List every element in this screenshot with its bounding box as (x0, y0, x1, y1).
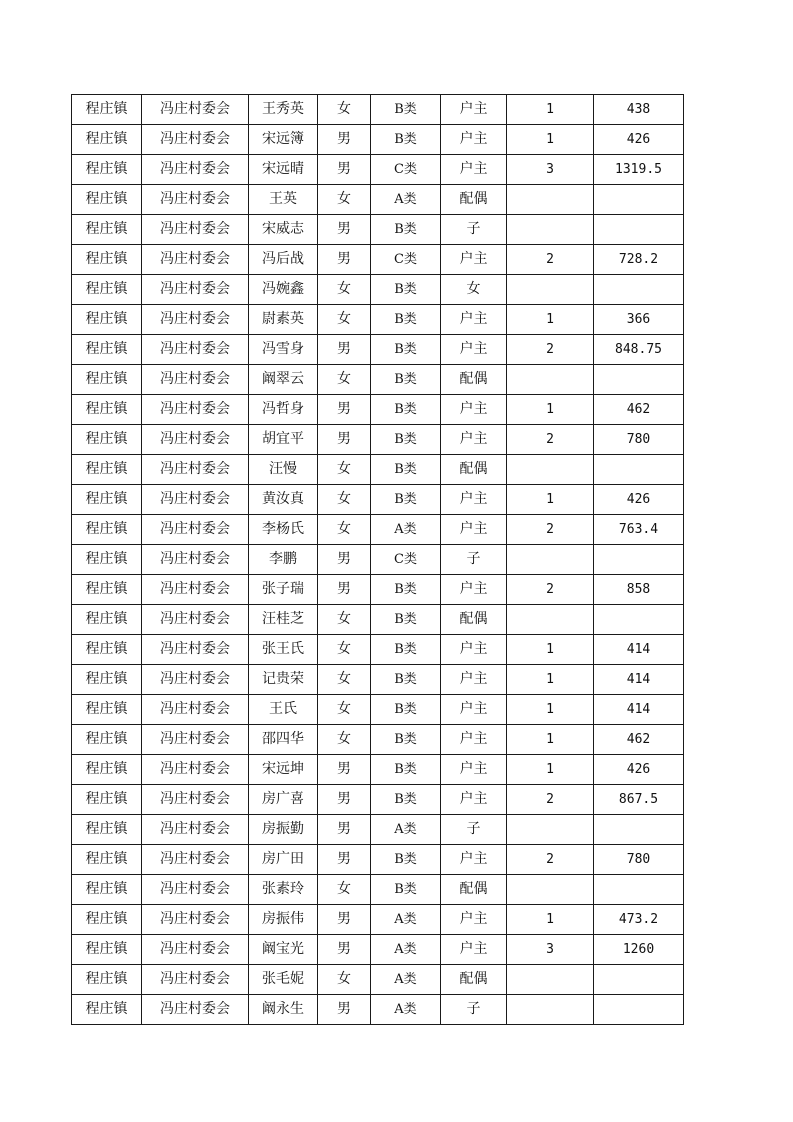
town-cell: 程庄镇 (72, 395, 142, 425)
village-cell: 冯庄村委会 (142, 155, 249, 185)
table-row (72, 845, 684, 875)
household-count-cell: 2 (507, 245, 594, 275)
category-cell: B类 (371, 575, 441, 605)
gender-cell: 女 (318, 875, 371, 905)
gender-cell: 男 (318, 575, 371, 605)
town-cell: 程庄镇 (72, 755, 142, 785)
gender-cell: 男 (318, 155, 371, 185)
gender-cell: 女 (318, 695, 371, 725)
relation-cell: 户主 (441, 245, 507, 275)
relation-cell: 户主 (441, 485, 507, 515)
category-cell: A类 (371, 515, 441, 545)
name-cell: 李鹏 (249, 545, 318, 575)
gender-cell: 男 (318, 545, 371, 575)
gender-cell: 女 (318, 665, 371, 695)
amount-cell: 763.4 (594, 515, 684, 545)
name-cell: 宋远坤 (249, 755, 318, 785)
amount-cell (594, 455, 684, 485)
table-row (72, 995, 684, 1025)
gender-cell: 男 (318, 755, 371, 785)
name-cell: 冯后战 (249, 245, 318, 275)
amount-cell: 1319.5 (594, 155, 684, 185)
village-cell: 冯庄村委会 (142, 515, 249, 545)
name-cell: 汪慢 (249, 455, 318, 485)
name-cell: 李杨氏 (249, 515, 318, 545)
category-cell: B类 (371, 455, 441, 485)
name-cell: 汪桂芝 (249, 605, 318, 635)
village-cell: 冯庄村委会 (142, 995, 249, 1025)
relation-cell: 户主 (441, 155, 507, 185)
category-cell: B类 (371, 635, 441, 665)
table-row (72, 785, 684, 815)
village-cell: 冯庄村委会 (142, 185, 249, 215)
town-cell: 程庄镇 (72, 815, 142, 845)
table-row (72, 635, 684, 665)
table-row (72, 395, 684, 425)
category-cell: B类 (371, 275, 441, 305)
gender-cell: 男 (318, 845, 371, 875)
relation-cell: 户主 (441, 755, 507, 785)
relation-cell: 户主 (441, 95, 507, 125)
town-cell: 程庄镇 (72, 605, 142, 635)
amount-cell (594, 185, 684, 215)
table-row (72, 965, 684, 995)
name-cell: 黄汝真 (249, 485, 318, 515)
amount-cell (594, 605, 684, 635)
household-count-cell: 2 (507, 845, 594, 875)
relation-cell: 户主 (441, 305, 507, 335)
household-count-cell: 1 (507, 905, 594, 935)
town-cell: 程庄镇 (72, 665, 142, 695)
gender-cell: 女 (318, 455, 371, 485)
relation-cell: 户主 (441, 125, 507, 155)
name-cell: 张毛妮 (249, 965, 318, 995)
name-cell: 阚翠云 (249, 365, 318, 395)
category-cell: B类 (371, 335, 441, 365)
relation-cell: 女 (441, 275, 507, 305)
category-cell: B类 (371, 485, 441, 515)
village-cell: 冯庄村委会 (142, 365, 249, 395)
category-cell: A类 (371, 935, 441, 965)
relation-cell: 户主 (441, 935, 507, 965)
relation-cell: 配偶 (441, 185, 507, 215)
amount-cell: 438 (594, 95, 684, 125)
town-cell: 程庄镇 (72, 245, 142, 275)
household-count-cell: 1 (507, 755, 594, 785)
amount-cell: 473.2 (594, 905, 684, 935)
town-cell: 程庄镇 (72, 785, 142, 815)
household-count-cell: 2 (507, 515, 594, 545)
village-cell: 冯庄村委会 (142, 935, 249, 965)
table-row (72, 485, 684, 515)
village-cell: 冯庄村委会 (142, 215, 249, 245)
household-count-cell (507, 365, 594, 395)
table-row (72, 815, 684, 845)
category-cell: B类 (371, 725, 441, 755)
relation-cell: 户主 (441, 845, 507, 875)
table-row (72, 125, 684, 155)
table-row (72, 425, 684, 455)
category-cell: B类 (371, 755, 441, 785)
category-cell: B类 (371, 875, 441, 905)
town-cell: 程庄镇 (72, 485, 142, 515)
name-cell: 冯雪身 (249, 335, 318, 365)
amount-cell (594, 965, 684, 995)
gender-cell: 女 (318, 485, 371, 515)
village-cell: 冯庄村委会 (142, 545, 249, 575)
amount-cell (594, 275, 684, 305)
town-cell: 程庄镇 (72, 455, 142, 485)
relation-cell: 子 (441, 995, 507, 1025)
relation-cell: 户主 (441, 335, 507, 365)
category-cell: B类 (371, 305, 441, 335)
town-cell: 程庄镇 (72, 545, 142, 575)
household-count-cell (507, 545, 594, 575)
gender-cell: 女 (318, 605, 371, 635)
village-cell: 冯庄村委会 (142, 755, 249, 785)
household-count-cell (507, 965, 594, 995)
household-count-cell (507, 185, 594, 215)
table-row (72, 95, 684, 125)
gender-cell: 女 (318, 365, 371, 395)
name-cell: 冯婉鑫 (249, 275, 318, 305)
town-cell: 程庄镇 (72, 935, 142, 965)
category-cell: B类 (371, 395, 441, 425)
amount-cell: 728.2 (594, 245, 684, 275)
category-cell: B类 (371, 95, 441, 125)
gender-cell: 男 (318, 935, 371, 965)
category-cell: C类 (371, 545, 441, 575)
name-cell: 王秀英 (249, 95, 318, 125)
household-count-cell (507, 605, 594, 635)
amount-cell: 780 (594, 425, 684, 455)
village-cell: 冯庄村委会 (142, 395, 249, 425)
town-cell: 程庄镇 (72, 155, 142, 185)
village-cell: 冯庄村委会 (142, 245, 249, 275)
relation-cell: 子 (441, 215, 507, 245)
amount-cell: 848.75 (594, 335, 684, 365)
village-cell: 冯庄村委会 (142, 875, 249, 905)
name-cell: 张子瑞 (249, 575, 318, 605)
amount-cell (594, 215, 684, 245)
document-sheet (71, 94, 684, 1025)
town-cell: 程庄镇 (72, 305, 142, 335)
gender-cell: 男 (318, 395, 371, 425)
amount-cell: 426 (594, 125, 684, 155)
name-cell: 冯哲身 (249, 395, 318, 425)
village-cell: 冯庄村委会 (142, 275, 249, 305)
amount-cell: 867.5 (594, 785, 684, 815)
household-count-cell: 1 (507, 725, 594, 755)
village-cell: 冯庄村委会 (142, 485, 249, 515)
amount-cell (594, 545, 684, 575)
village-cell: 冯庄村委会 (142, 335, 249, 365)
amount-cell: 780 (594, 845, 684, 875)
table-row (72, 935, 684, 965)
town-cell: 程庄镇 (72, 275, 142, 305)
name-cell: 王氏 (249, 695, 318, 725)
amount-cell: 426 (594, 485, 684, 515)
gender-cell: 男 (318, 125, 371, 155)
household-count-cell: 3 (507, 155, 594, 185)
relation-cell: 配偶 (441, 605, 507, 635)
household-count-cell: 1 (507, 95, 594, 125)
relation-cell: 配偶 (441, 965, 507, 995)
relation-cell: 配偶 (441, 455, 507, 485)
category-cell: B类 (371, 215, 441, 245)
gender-cell: 男 (318, 785, 371, 815)
town-cell: 程庄镇 (72, 185, 142, 215)
household-count-cell (507, 455, 594, 485)
village-cell: 冯庄村委会 (142, 815, 249, 845)
table-body (72, 95, 684, 1025)
household-count-cell: 2 (507, 425, 594, 455)
town-cell: 程庄镇 (72, 995, 142, 1025)
village-cell: 冯庄村委会 (142, 905, 249, 935)
town-cell: 程庄镇 (72, 845, 142, 875)
village-cell: 冯庄村委会 (142, 575, 249, 605)
table-row (72, 605, 684, 635)
relation-cell: 配偶 (441, 365, 507, 395)
amount-cell: 414 (594, 635, 684, 665)
category-cell: C类 (371, 155, 441, 185)
village-cell: 冯庄村委会 (142, 965, 249, 995)
table-row (72, 515, 684, 545)
household-count-cell (507, 875, 594, 905)
household-count-cell: 1 (507, 695, 594, 725)
category-cell: B类 (371, 605, 441, 635)
relation-cell: 户主 (441, 695, 507, 725)
table-row (72, 275, 684, 305)
town-cell: 程庄镇 (72, 965, 142, 995)
village-cell: 冯庄村委会 (142, 665, 249, 695)
category-cell: B类 (371, 665, 441, 695)
name-cell: 宋远簿 (249, 125, 318, 155)
table-row (72, 545, 684, 575)
gender-cell: 男 (318, 425, 371, 455)
town-cell: 程庄镇 (72, 215, 142, 245)
village-cell: 冯庄村委会 (142, 605, 249, 635)
table-row (72, 335, 684, 365)
village-cell: 冯庄村委会 (142, 425, 249, 455)
category-cell: B类 (371, 125, 441, 155)
table-row (72, 305, 684, 335)
gender-cell: 女 (318, 305, 371, 335)
gender-cell: 女 (318, 95, 371, 125)
town-cell: 程庄镇 (72, 575, 142, 605)
town-cell: 程庄镇 (72, 725, 142, 755)
relation-cell: 户主 (441, 665, 507, 695)
name-cell: 张王氏 (249, 635, 318, 665)
name-cell: 记贵荣 (249, 665, 318, 695)
table-row (72, 725, 684, 755)
gender-cell: 女 (318, 275, 371, 305)
relation-cell: 子 (441, 815, 507, 845)
beneficiary-table (71, 94, 684, 1025)
amount-cell: 858 (594, 575, 684, 605)
category-cell: B类 (371, 365, 441, 395)
amount-cell: 1260 (594, 935, 684, 965)
village-cell: 冯庄村委会 (142, 95, 249, 125)
relation-cell: 配偶 (441, 875, 507, 905)
name-cell: 胡宜平 (249, 425, 318, 455)
gender-cell: 女 (318, 515, 371, 545)
village-cell: 冯庄村委会 (142, 635, 249, 665)
table-row (72, 185, 684, 215)
name-cell: 邵四华 (249, 725, 318, 755)
household-count-cell: 3 (507, 935, 594, 965)
village-cell: 冯庄村委会 (142, 785, 249, 815)
amount-cell: 426 (594, 755, 684, 785)
village-cell: 冯庄村委会 (142, 845, 249, 875)
table-row (72, 215, 684, 245)
amount-cell: 462 (594, 725, 684, 755)
name-cell: 阚永生 (249, 995, 318, 1025)
gender-cell: 男 (318, 905, 371, 935)
name-cell: 宋威志 (249, 215, 318, 245)
village-cell: 冯庄村委会 (142, 695, 249, 725)
amount-cell: 414 (594, 695, 684, 725)
gender-cell: 男 (318, 815, 371, 845)
category-cell: B类 (371, 785, 441, 815)
amount-cell (594, 875, 684, 905)
household-count-cell (507, 815, 594, 845)
amount-cell (594, 815, 684, 845)
town-cell: 程庄镇 (72, 335, 142, 365)
gender-cell: 女 (318, 635, 371, 665)
amount-cell: 462 (594, 395, 684, 425)
gender-cell: 男 (318, 215, 371, 245)
category-cell: C类 (371, 245, 441, 275)
relation-cell: 户主 (441, 725, 507, 755)
relation-cell: 户主 (441, 425, 507, 455)
category-cell: A类 (371, 815, 441, 845)
table-row (72, 245, 684, 275)
village-cell: 冯庄村委会 (142, 455, 249, 485)
village-cell: 冯庄村委会 (142, 125, 249, 155)
name-cell: 阚宝光 (249, 935, 318, 965)
town-cell: 程庄镇 (72, 365, 142, 395)
amount-cell: 414 (594, 665, 684, 695)
town-cell: 程庄镇 (72, 875, 142, 905)
amount-cell (594, 995, 684, 1025)
relation-cell: 户主 (441, 515, 507, 545)
gender-cell: 女 (318, 725, 371, 755)
category-cell: A类 (371, 965, 441, 995)
household-count-cell: 1 (507, 485, 594, 515)
table-row (72, 575, 684, 605)
town-cell: 程庄镇 (72, 125, 142, 155)
household-count-cell: 1 (507, 635, 594, 665)
category-cell: A类 (371, 185, 441, 215)
town-cell: 程庄镇 (72, 515, 142, 545)
household-count-cell: 2 (507, 785, 594, 815)
category-cell: A类 (371, 995, 441, 1025)
gender-cell: 男 (318, 245, 371, 275)
table-row (72, 905, 684, 935)
table-row (72, 695, 684, 725)
category-cell: B类 (371, 695, 441, 725)
gender-cell: 女 (318, 965, 371, 995)
table-row (72, 155, 684, 185)
name-cell: 王英 (249, 185, 318, 215)
gender-cell: 男 (318, 335, 371, 365)
village-cell: 冯庄村委会 (142, 725, 249, 755)
table-row (72, 665, 684, 695)
relation-cell: 户主 (441, 635, 507, 665)
name-cell: 房广田 (249, 845, 318, 875)
table-row (72, 455, 684, 485)
relation-cell: 子 (441, 545, 507, 575)
relation-cell: 户主 (441, 905, 507, 935)
gender-cell: 男 (318, 995, 371, 1025)
village-cell: 冯庄村委会 (142, 305, 249, 335)
town-cell: 程庄镇 (72, 695, 142, 725)
household-count-cell: 1 (507, 665, 594, 695)
table-row (72, 365, 684, 395)
name-cell: 房振勤 (249, 815, 318, 845)
household-count-cell: 1 (507, 125, 594, 155)
name-cell: 房振伟 (249, 905, 318, 935)
gender-cell: 女 (318, 185, 371, 215)
name-cell: 房广喜 (249, 785, 318, 815)
amount-cell: 366 (594, 305, 684, 335)
relation-cell: 户主 (441, 785, 507, 815)
household-count-cell: 2 (507, 575, 594, 605)
amount-cell (594, 365, 684, 395)
name-cell: 张素玲 (249, 875, 318, 905)
table-row (72, 875, 684, 905)
town-cell: 程庄镇 (72, 905, 142, 935)
category-cell: B类 (371, 425, 441, 455)
relation-cell: 户主 (441, 575, 507, 605)
household-count-cell: 2 (507, 335, 594, 365)
household-count-cell (507, 995, 594, 1025)
household-count-cell (507, 275, 594, 305)
household-count-cell (507, 215, 594, 245)
category-cell: A类 (371, 905, 441, 935)
category-cell: B类 (371, 845, 441, 875)
name-cell: 尉素英 (249, 305, 318, 335)
town-cell: 程庄镇 (72, 95, 142, 125)
name-cell: 宋远晴 (249, 155, 318, 185)
relation-cell: 户主 (441, 395, 507, 425)
household-count-cell: 1 (507, 305, 594, 335)
town-cell: 程庄镇 (72, 425, 142, 455)
town-cell: 程庄镇 (72, 635, 142, 665)
household-count-cell: 1 (507, 395, 594, 425)
table-row (72, 755, 684, 785)
